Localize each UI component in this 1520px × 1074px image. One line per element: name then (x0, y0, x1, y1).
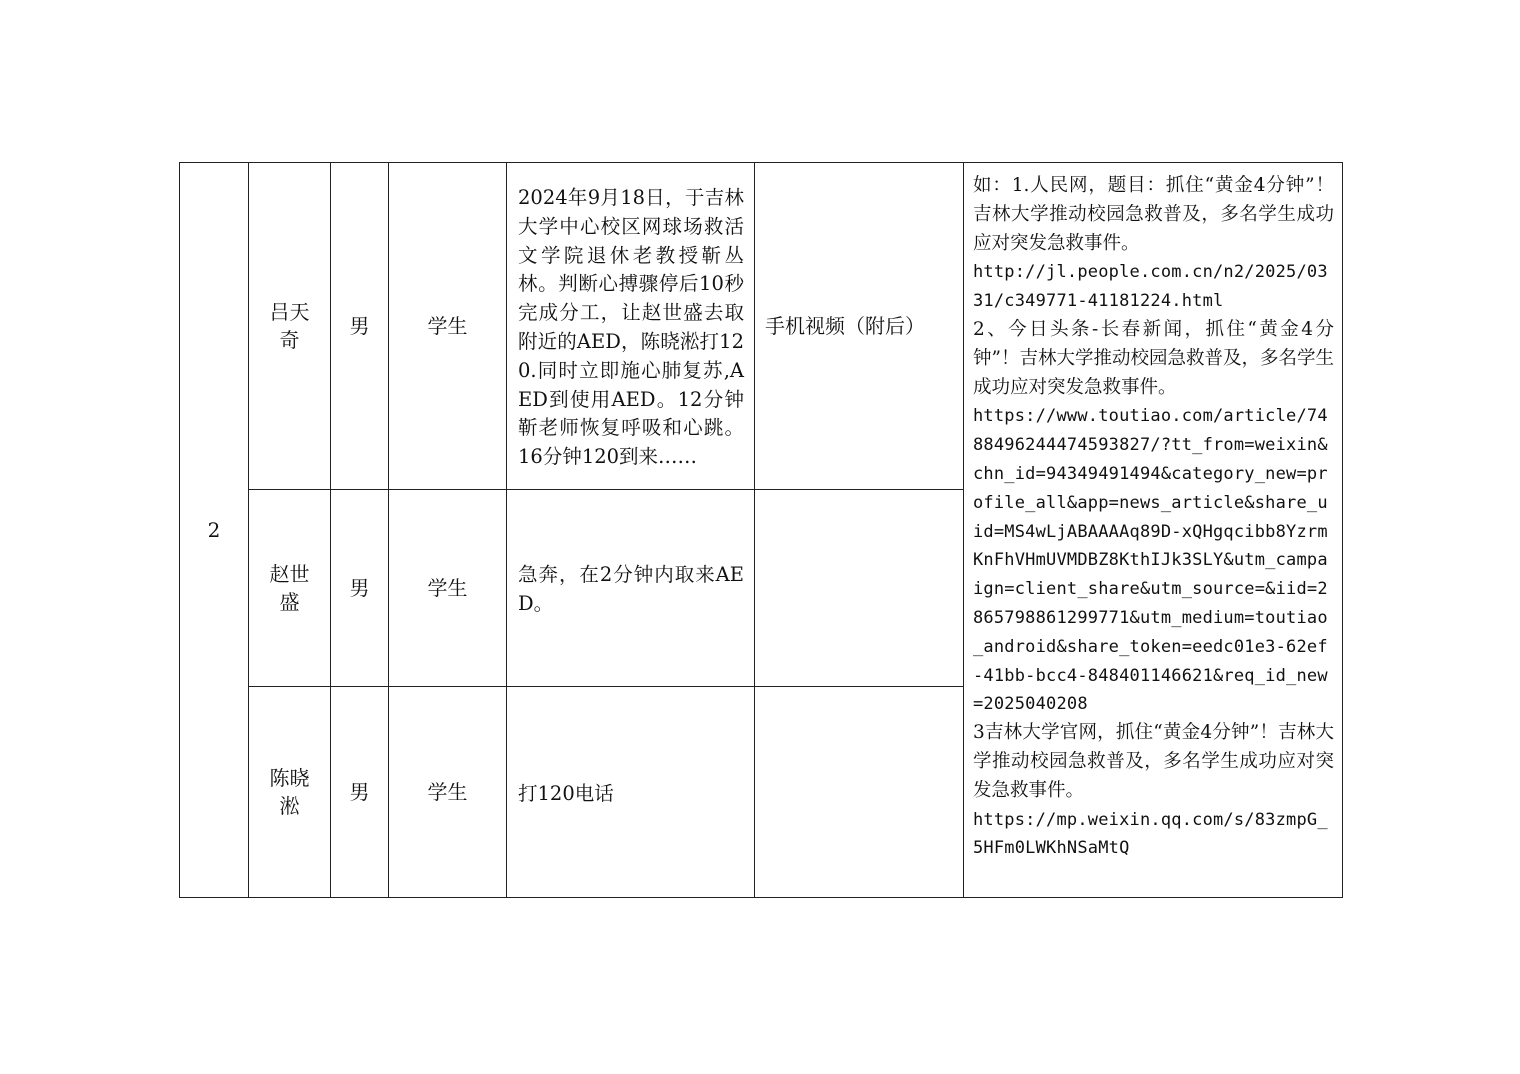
table-row (180, 163, 1343, 490)
news-sources (964, 163, 1343, 898)
source-3-title: 3吉林大学官网，抓住“黄金4分钟”！吉林大学推动校园急救普及，多名学生成功应对突发急救事件。 (973, 722, 1334, 801)
person-name: 陈晓淞 (249, 687, 331, 898)
person-description: 2024年9月18日，于吉林大学中心校区网球场救活文学院退休老教授靳丛林。判断心搏骤停后10秒完成分工，让赵世盛去取附近的AED，陈晓淞打120.同时立即施心肺复苏,AED到使用AED。12分钟靳老师恢复呼吸和心跳。 16分钟120到来…… (507, 163, 755, 490)
person-name: 赵世盛 (249, 490, 331, 687)
source-3-link[interactable]: https://mp.weixin.qq.com/s/83zmpG_5HFm0LWKhNSaMtQ (973, 809, 1328, 859)
person-role: 学生 (389, 163, 507, 490)
source-1-title: 如：1.人民网，题目：抓住“黄金4分钟”！吉林大学推动校园急救普及，多名学生成功应对突发急救事件。 (973, 175, 1334, 254)
source-2-link[interactable]: https://www.toutiao.com/article/7488496244474593827/?tt_from=weixin&chn_id=94349491494&category_new=profile_all&app=news_article&share_uid=MS4wLjABAAAAq89D-xQHgqcibb8YzrmKnFhVHmUVMDBZ8KthIJk3SLY&utm_campaign=client_share&utm_source=&iid=2865798861299771&utm_medium=toutiao_android&share_token=eedc01e3-62ef-41bb-bcc4-848401146621&req_id_new=2025040208 (973, 406, 1328, 715)
awards-table (179, 162, 1343, 898)
source-1-link[interactable]: http://jl.people.com.cn/n2/2025/0331/c349771-41181224.html (973, 262, 1328, 312)
person-gender: 男 (331, 490, 389, 687)
person-description: 急奔，在2分钟内取来AED。 (507, 490, 755, 687)
row-number: 2 (180, 163, 249, 898)
evidence-media (755, 490, 964, 687)
evidence-media: 手机视频（附后） (755, 163, 964, 490)
evidence-media (755, 687, 964, 898)
person-gender: 男 (331, 687, 389, 898)
source-2-title: 2、今日头条-长春新闻，抓住“黄金4分钟”！吉林大学推动校园急救普及，多名学生成功应对突发急救事件。 (973, 318, 1334, 398)
person-gender: 男 (331, 163, 389, 490)
person-role: 学生 (389, 687, 507, 898)
person-description: 打120电话 (507, 687, 755, 898)
person-role: 学生 (389, 490, 507, 687)
person-name: 吕天奇 (249, 163, 331, 490)
